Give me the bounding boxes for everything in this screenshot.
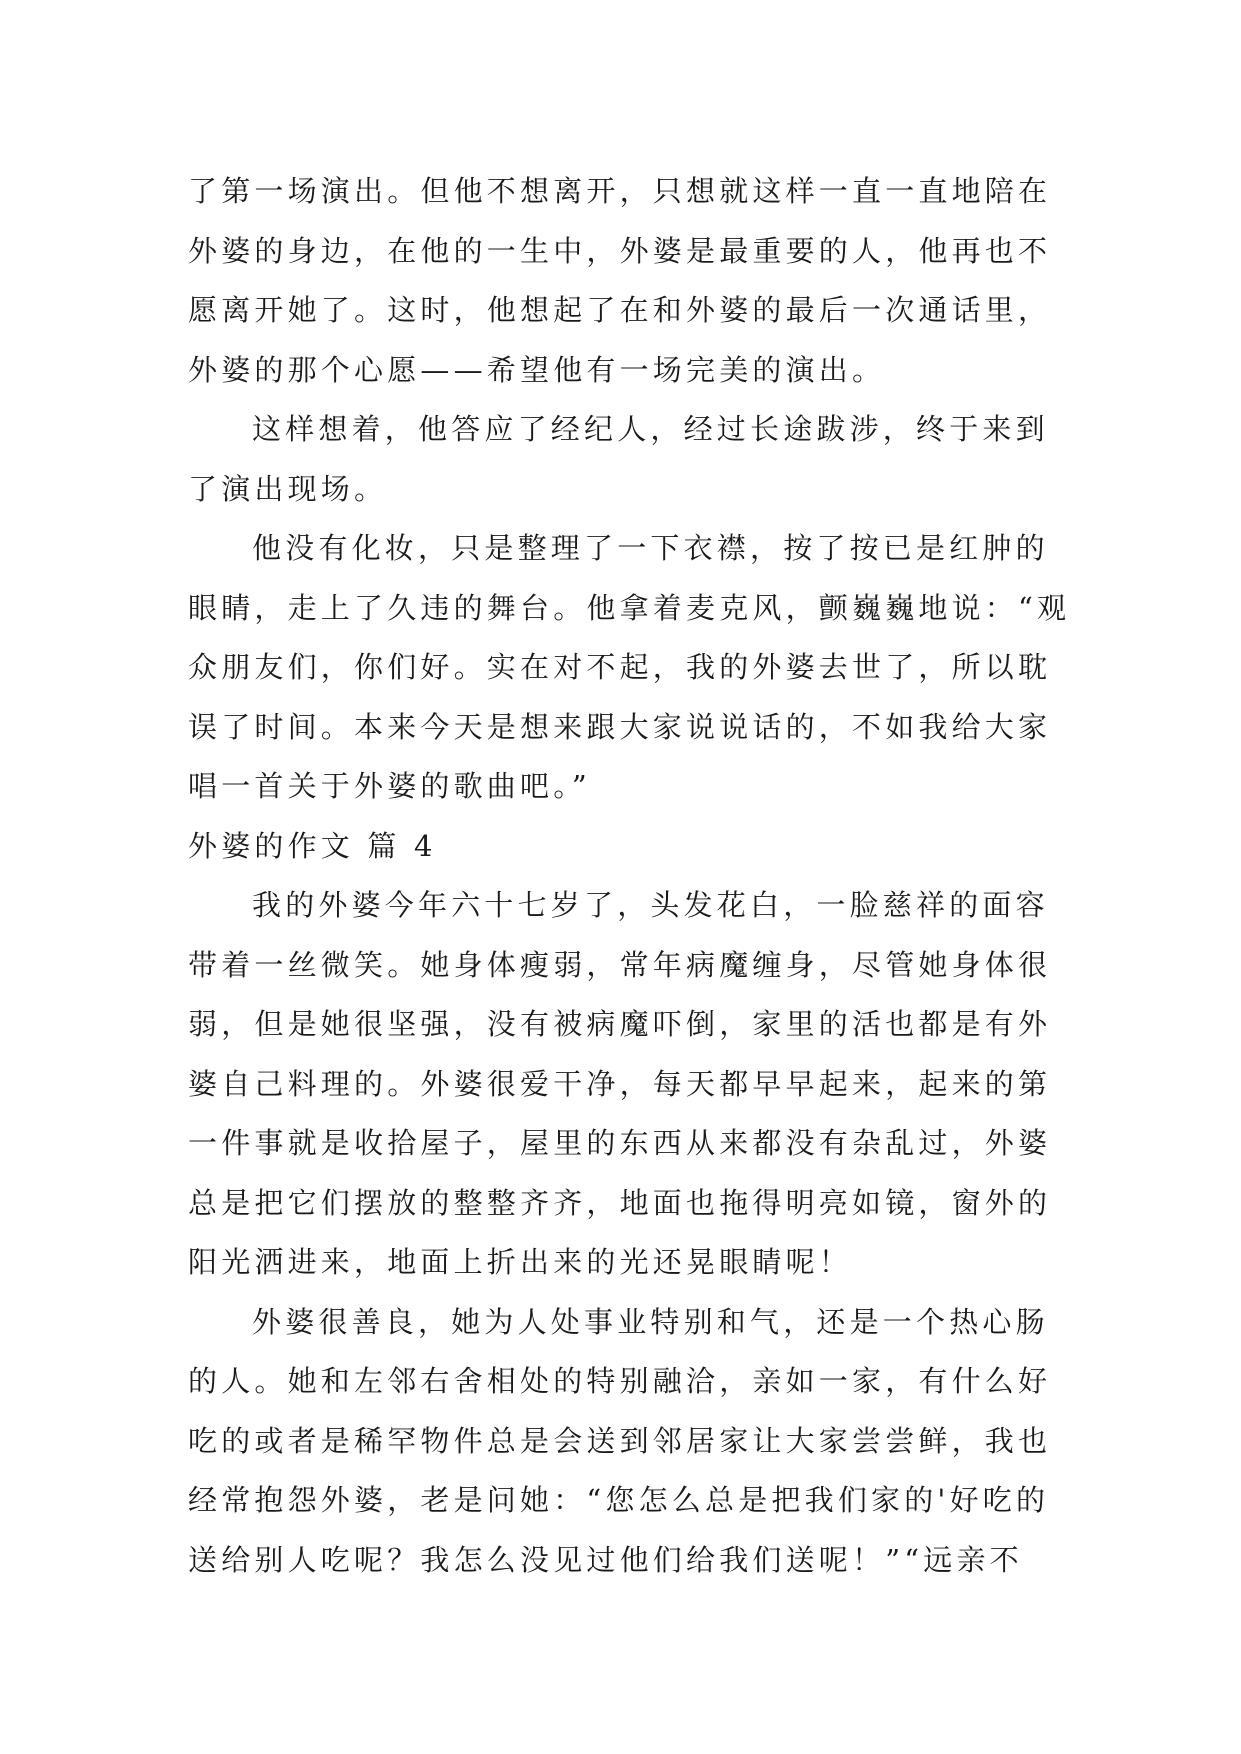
text-line: 阳光洒进来，地面上折出来的光还晃眼睛呢！ [188,1245,853,1279]
text-line: 了演出现场。 [188,471,388,506]
text-line: 眼睛，走上了久违的舞台。他拿着麦克风，颤巍巍地说：“观 [188,590,1071,625]
document-body [188,162,1071,1590]
text-line: 弱，但是她很坚强，没有被病魔吓倒，家里的活也都是有外 [188,1007,1052,1041]
text-line: 误了时间。本来今天是想来跟大家说说话的，不如我给大家 [188,709,1052,744]
text-line: 一件事就是收拾屋子，屋里的东西从来都没有杂乱过，外婆 [188,1126,1052,1160]
text-line: 愿离开她了。这时，他想起了在和外婆的最后一次通话里， [188,293,1052,327]
text-line-indented: 外婆很善良，她为人处事业特别和气，还是一个热心肠 [252,1304,1049,1339]
text-line: 经常抱怨外婆，老是问她：“您怎么总是把我们家的'好吃的 [188,1483,1050,1517]
section-heading: 外婆的作文 篇 4 [188,828,437,863]
text-line: 外婆的那个心愿——希望他有一场完美的演出。 [188,352,886,387]
text-line-indented: 这样想着，他答应了经纪人，经过长途跋涉，终于来到 [252,412,1049,446]
text-line-indented: 他没有化妆，只是整理了一下衣襟，按了按已是红肿的 [252,531,1049,565]
text-line: 外婆的身边，在他的一生中，外婆是最重要的人，他再也不 [188,233,1052,268]
text-line: 的人。她和左邻右舍相处的特别融洽，亲如一家，有什么好 [188,1364,1052,1398]
text-line: 吃的或者是稀罕物件总是会送到邻居家让大家尝尝鲜，我也 [188,1423,1052,1458]
text-line-indented: 我的外婆今年六十七岁了，头发花白，一脸慈祥的面容 [252,888,1049,922]
text-line: 总是把它们摆放的整整齐齐，地面也拖得明亮如镜，窗外的 [188,1185,1052,1220]
text-line: 了第一场演出。但他不想离开，只想就这样一直一直地陪在 [188,174,1052,208]
text-line: 送给别人吃呢？我怎么没见过他们给我们送呢！”“远亲不 [188,1542,1023,1577]
text-line: 众朋友们，你们好。实在对不起，我的外婆去世了，所以耽 [188,650,1052,684]
text-line: 唱一首关于外婆的歌曲吧。” [188,769,591,803]
text-line: 婆自己料理的。外婆很爱干净，每天都早早起来，起来的第 [188,1066,1052,1101]
text-line: 带着一丝微笑。她身体瘦弱，常年病魔缠身，尽管她身体很 [188,947,1052,982]
